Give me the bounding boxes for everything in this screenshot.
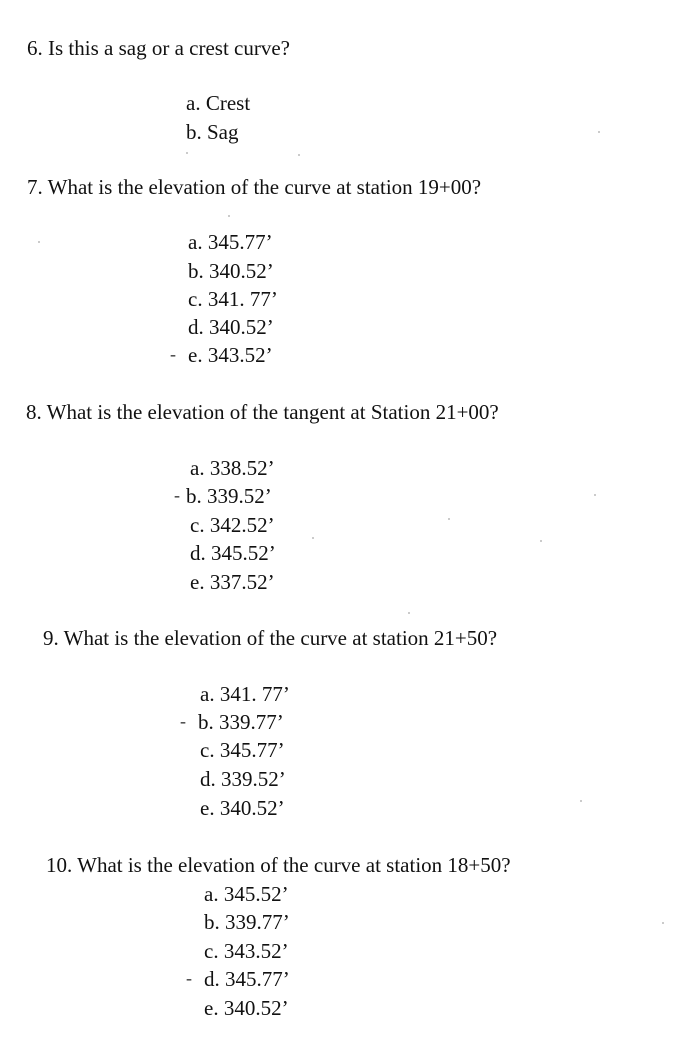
- scan-speck: [408, 612, 410, 614]
- q8-option-c: c. 342.52’: [190, 513, 275, 537]
- q6-option-b: b. Sag: [186, 120, 239, 144]
- question-6: 6. Is this a sag or a crest curve?: [27, 36, 290, 60]
- q7-answer-mark: -: [170, 344, 176, 364]
- scan-speck: [38, 241, 40, 243]
- q10-option-d: d. 345.77’: [204, 967, 290, 991]
- q10-option-c: c. 343.52’: [204, 939, 289, 963]
- q7-option-e: e. 343.52’: [188, 343, 273, 367]
- question-7: 7. What is the elevation of the curve at station 19+00?: [27, 175, 482, 199]
- question-9: 9. What is the elevation of the curve at station 21+50?: [43, 626, 498, 650]
- q8-option-e: e. 337.52’: [190, 570, 275, 594]
- question-10: 10. What is the elevation of the curve at station 18+50?: [46, 853, 511, 877]
- q7-option-b: b. 340.52’: [188, 259, 274, 283]
- q9-option-c: c. 345.77’: [200, 738, 285, 762]
- q10-option-a: a. 345.52’: [204, 882, 289, 906]
- scan-speck: [594, 494, 596, 496]
- q9-option-d: d. 339.52’: [200, 767, 286, 791]
- scan-speck: [540, 540, 542, 542]
- q7-option-c: c. 341. 77’: [188, 287, 278, 311]
- scan-speck: [598, 131, 600, 133]
- question-8: 8. What is the elevation of the tangent at Station 21+00?: [26, 400, 499, 424]
- q8-option-d: d. 345.52’: [190, 541, 276, 565]
- q9-option-e: e. 340.52’: [200, 796, 285, 820]
- q7-option-a: a. 345.77’: [188, 230, 273, 254]
- q10-option-b: b. 339.77’: [204, 910, 290, 934]
- q8-option-b: b. 339.52’: [186, 484, 272, 508]
- q7-option-d: d. 340.52’: [188, 315, 274, 339]
- scan-speck: [186, 152, 188, 154]
- scan-speck: [298, 154, 300, 156]
- scan-speck: [662, 922, 664, 924]
- q9-answer-mark: -: [180, 711, 186, 731]
- q9-option-b: b. 339.77’: [198, 710, 284, 734]
- q8-option-a: a. 338.52’: [190, 456, 275, 480]
- scan-speck: [312, 537, 314, 539]
- q10-answer-mark: -: [186, 968, 192, 988]
- q8-answer-mark: -: [174, 485, 180, 505]
- q9-option-a: a. 341. 77’: [200, 682, 290, 706]
- q6-option-a: a. Crest: [186, 91, 251, 115]
- scan-speck: [580, 800, 582, 802]
- scan-speck: [448, 518, 450, 520]
- scan-speck: [228, 215, 230, 217]
- q10-option-e: e. 340.52’: [204, 996, 289, 1020]
